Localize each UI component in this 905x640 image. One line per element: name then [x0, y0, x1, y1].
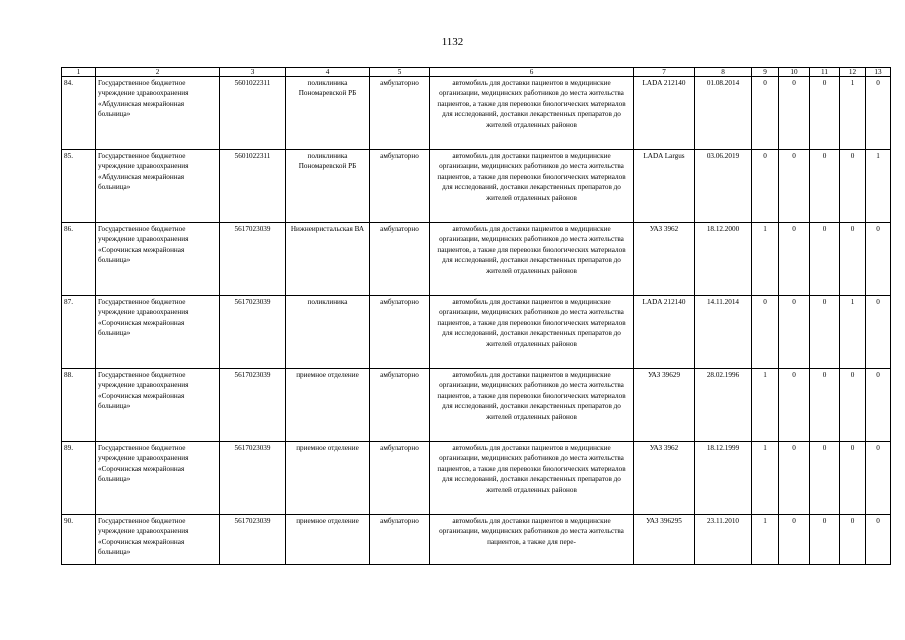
column-header: 12 — [840, 68, 866, 77]
row-number: 84. — [62, 77, 96, 150]
column-header: 11 — [810, 68, 840, 77]
column-header: 4 — [286, 68, 370, 77]
col-11-value: 0 — [810, 150, 840, 223]
table-row — [62, 369, 891, 442]
unit-name: поликлиника — [286, 296, 370, 369]
row-number: 86. — [62, 223, 96, 296]
col-11-value: 0 — [810, 223, 840, 296]
col-12-value: 0 — [840, 442, 866, 515]
col-10-value: 0 — [779, 442, 810, 515]
vehicle-model: LADA 212140 — [634, 296, 695, 369]
col-10-value: 0 — [779, 515, 810, 565]
vehicle-registry-table — [61, 67, 891, 565]
registration-date: 14.11.2014 — [695, 296, 752, 369]
care-mode: амбулаторно — [370, 515, 430, 565]
row-number: 90. — [62, 515, 96, 565]
col-11-value: 0 — [810, 515, 840, 565]
page-number: 1132 — [441, 36, 464, 48]
registration-date: 18.12.2000 — [695, 223, 752, 296]
col-11-value: 0 — [810, 442, 840, 515]
col-10-value: 0 — [779, 77, 810, 150]
unit-name: поликлиника Пономаревской РБ — [286, 77, 370, 150]
unit-name: приемное отделение — [286, 515, 370, 565]
registration-date: 01.08.2014 — [695, 77, 752, 150]
inn-code: 5617023039 — [220, 296, 286, 369]
vehicle-model: LADA Largus — [634, 150, 695, 223]
table-row — [62, 150, 891, 223]
column-header: 9 — [752, 68, 779, 77]
care-mode: амбулаторно — [370, 296, 430, 369]
table-row — [62, 515, 891, 565]
row-number: 85. — [62, 150, 96, 223]
col-13-value: 0 — [866, 296, 891, 369]
col-13-value: 0 — [866, 515, 891, 565]
unit-name: поликлиника Пономаревской РБ — [286, 150, 370, 223]
care-mode: амбулаторно — [370, 442, 430, 515]
col-11-value: 0 — [810, 369, 840, 442]
col-13-value: 0 — [866, 442, 891, 515]
vehicle-model: УАЗ 396295 — [634, 515, 695, 565]
column-number-row — [62, 68, 891, 77]
table-row — [62, 223, 891, 296]
row-number: 87. — [62, 296, 96, 369]
col-13-value: 1 — [866, 150, 891, 223]
column-header: 8 — [695, 68, 752, 77]
col-9-value: 1 — [752, 223, 779, 296]
table-row — [62, 296, 891, 369]
registration-date: 03.06.2019 — [695, 150, 752, 223]
col-12-value: 1 — [840, 296, 866, 369]
column-header: 5 — [370, 68, 430, 77]
col-10-value: 0 — [779, 150, 810, 223]
column-header: 3 — [220, 68, 286, 77]
col-9-value: 0 — [752, 77, 779, 150]
inn-code: 5601022311 — [220, 77, 286, 150]
col-9-value: 0 — [752, 150, 779, 223]
column-header: 6 — [430, 68, 634, 77]
col-9-value: 1 — [752, 369, 779, 442]
vehicle-purpose: автомобиль для доставки пациентов в медицинские организации, медицинских работников до места жительства пациентов, а также для перевозки биологических материалов для исследований, доставки лекарственных препаратов до жителей отдаленных районов — [430, 369, 634, 442]
unit-name: приемное отделение — [286, 369, 370, 442]
vehicle-model: УАЗ 39629 — [634, 369, 695, 442]
col-13-value: 0 — [866, 369, 891, 442]
col-12-value: 1 — [840, 77, 866, 150]
col-12-value: 0 — [840, 369, 866, 442]
registration-date: 23.11.2010 — [695, 515, 752, 565]
vehicle-purpose: автомобиль для доставки пациентов в медицинские организации, медицинских работников до места жительства пациентов, а также для пере- — [430, 515, 634, 565]
vehicle-purpose: автомобиль для доставки пациентов в медицинские организации, медицинских работников до места жительства пациентов, а также для перевозки биологических материалов для исследований, доставки лекарственных препаратов до жителей отдаленных районов — [430, 150, 634, 223]
unit-name: Нижнеиристальская ВА — [286, 223, 370, 296]
inn-code: 5617023039 — [220, 442, 286, 515]
registration-date: 28.02.1996 — [695, 369, 752, 442]
col-10-value: 0 — [779, 296, 810, 369]
col-12-value: 0 — [840, 150, 866, 223]
vehicle-model: LADA 212140 — [634, 77, 695, 150]
row-number: 89. — [62, 442, 96, 515]
col-11-value: 0 — [810, 296, 840, 369]
institution-name: Государственное бюджетное учреждение здравоохранения «Сорочинская межрайонная больница» — [96, 442, 220, 515]
care-mode: амбулаторно — [370, 223, 430, 296]
institution-name: Государственное бюджетное учреждение здравоохранения «Абдулинская межрайонная больница» — [96, 77, 220, 150]
col-13-value: 0 — [866, 223, 891, 296]
institution-name: Государственное бюджетное учреждение здравоохранения «Сорочинская межрайонная больница» — [96, 223, 220, 296]
table-row — [62, 77, 891, 150]
table-row — [62, 442, 891, 515]
row-number: 88. — [62, 369, 96, 442]
column-header: 7 — [634, 68, 695, 77]
column-header: 10 — [779, 68, 810, 77]
inn-code: 5617023039 — [220, 369, 286, 442]
care-mode: амбулаторно — [370, 77, 430, 150]
vehicle-purpose: автомобиль для доставки пациентов в медицинские организации, медицинских работников до места жительства пациентов, а также для перевозки биологических материалов для исследований, доставки лекарственных препаратов до жителей отдаленных районов — [430, 77, 634, 150]
vehicle-purpose: автомобиль для доставки пациентов в медицинские организации, медицинских работников до места жительства пациентов, а также для перевозки биологических материалов для исследований, доставки лекарственных препаратов до жителей отдаленных районов — [430, 442, 634, 515]
col-10-value: 0 — [779, 223, 810, 296]
institution-name: Государственное бюджетное учреждение здравоохранения «Абдулинская межрайонная больница» — [96, 150, 220, 223]
registration-date: 18.12.1999 — [695, 442, 752, 515]
vehicle-purpose: автомобиль для доставки пациентов в медицинские организации, медицинских работников до места жительства пациентов, а также для перевозки биологических материалов для исследований, доставки лекарственных препаратов до жителей отдаленных районов — [430, 296, 634, 369]
inn-code: 5601022311 — [220, 150, 286, 223]
col-9-value: 0 — [752, 296, 779, 369]
unit-name: приемное отделение — [286, 442, 370, 515]
vehicle-model: УАЗ 3962 — [634, 442, 695, 515]
col-11-value: 0 — [810, 77, 840, 150]
inn-code: 5617023039 — [220, 515, 286, 565]
col-12-value: 0 — [840, 223, 866, 296]
care-mode: амбулаторно — [370, 150, 430, 223]
col-13-value: 0 — [866, 77, 891, 150]
column-header: 13 — [866, 68, 891, 77]
col-9-value: 1 — [752, 442, 779, 515]
institution-name: Государственное бюджетное учреждение здравоохранения «Сорочинская межрайонная больница» — [96, 369, 220, 442]
col-12-value: 0 — [840, 515, 866, 565]
care-mode: амбулаторно — [370, 369, 430, 442]
vehicle-purpose: автомобиль для доставки пациентов в медицинские организации, медицинских работников до места жительства пациентов, а также для перевозки биологических материалов для исследований, доставки лекарственных препаратов до жителей отдаленных районов — [430, 223, 634, 296]
col-9-value: 1 — [752, 515, 779, 565]
vehicle-model: УАЗ 3962 — [634, 223, 695, 296]
institution-name: Государственное бюджетное учреждение здравоохранения «Сорочинская межрайонная больница» — [96, 515, 220, 565]
inn-code: 5617023039 — [220, 223, 286, 296]
col-10-value: 0 — [779, 369, 810, 442]
column-header: 2 — [96, 68, 220, 77]
column-header: 1 — [62, 68, 96, 77]
institution-name: Государственное бюджетное учреждение здравоохранения «Сорочинская межрайонная больница» — [96, 296, 220, 369]
